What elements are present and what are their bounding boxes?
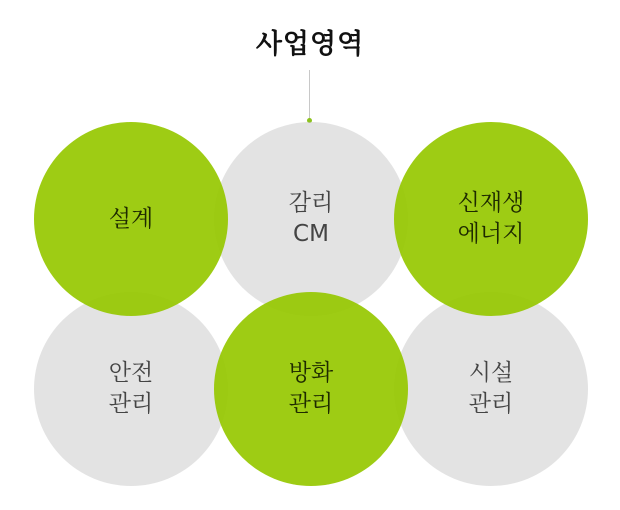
area-label-line1: 신재생 [457, 190, 525, 216]
area-label-line1: 시설 [468, 360, 514, 386]
area-label-line1: 안전 [108, 360, 154, 386]
area-label-line2: 에너지 [457, 221, 525, 247]
diagram-title: 사업영역 [255, 29, 365, 60]
area-circle-facility-management [394, 292, 588, 486]
area-label-line2: 관리 [468, 391, 514, 417]
area-circle-renewable-energy [394, 122, 588, 316]
area-label-line1: 방화 [288, 360, 334, 386]
area-circle-supervision-cm [214, 122, 408, 316]
area-circle-design [34, 122, 228, 316]
title-connector-line [309, 70, 310, 120]
area-label-line1: 설계 [108, 205, 154, 232]
area-label-line2: CM [293, 221, 329, 247]
area-label-line2: 관리 [288, 391, 334, 417]
area-circle-safety-management [34, 292, 228, 486]
area-label-line1: 감리 [288, 190, 334, 216]
area-label-line2: 관리 [108, 391, 154, 417]
area-circle-fire-protection [214, 292, 408, 486]
